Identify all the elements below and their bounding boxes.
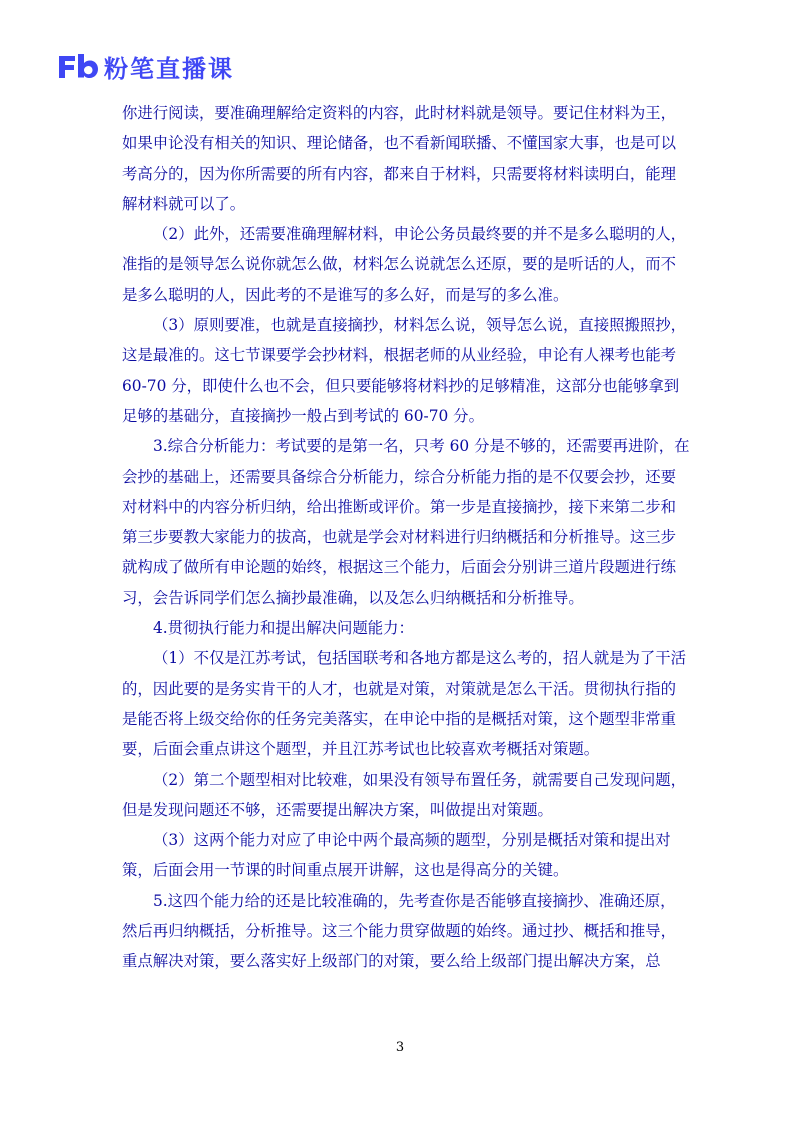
paragraph: （2）第二个题型相对比较难，如果没有领导布置任务，就需要自己发现问题，但是发现问题还不够，还需要提出解决方案，叫做提出对策题。 [122, 770, 687, 819]
fenbi-logo-icon [56, 52, 100, 80]
page-number: 3 [395, 1040, 405, 1055]
paragraph: （1）不仅是江苏考试，包括国联考和各地方都是这么考的，招人就是为了干活的，因此要的是务实肯干的人才，也就是对策，对策就是怎么干活。贯彻执行指的是能否将上级交给你的任务完美落实，在申论中指的是概括对策，这个题型非常重要，后面会重点讲这个题型，并且江苏考试也比较喜欢考概括对策题。 [122, 649, 687, 759]
paragraph: （3）原则要准，也就是直接摘抄，材料怎么说，领导怎么说，直接照搬照抄，这是最准的。这七节课要学会抄材料，根据老师的从业经验，申论有人裸考也能考 60-70 分，即使什么也不会，但只要能够将材料抄的足够精准，这部分也能够拿到足够的基础分，直接摘抄一般占到考试的 60-70 分。 [122, 316, 687, 425]
paragraph: 4.贯彻执行能力和提出解决问题能力： [153, 619, 414, 638]
paragraph: 3.综合分析能力：考试要的是第一名，只考 60 分是不够的，还需要再进阶，在会抄的基础上，还需要具备综合分析能力，综合分析能力指的是不仅要会抄，还要对材料中的内容分析归纳，给出推断或评价。第一步是直接摘抄，接下来第二步和第三步要教大家能力的拔高，也就是学会对材料进行归纳概括和分析推导。这三步就构成了做所有申论题的始终，根据这三个能力，后面会分别讲三道片段题进行练习，会告诉同学们怎么摘抄最准确，以及怎么归纳概括和分析推导。 [122, 437, 690, 607]
paragraph: 你进行阅读，要准确理解给定资料的内容，此时材料就是领导。要记住材料为王，如果申论没有相关的知识、理论储备，也不看新闻联播、不懂国家大事，也是可以考高分的，因为你所需要的所有内容，都来自于材料，只需要将材料读明白，能理解材料就可以了。 [122, 104, 677, 213]
paragraph: （2）此外，还需要准确理解材料，申论公务员最终要的并不是多么聪明的人，准指的是领导怎么说你就怎么做，材料怎么说就怎么还原，要的是听话的人，而不是多么聪明的人，因此考的不是谁写的多么好，而是写的多么准。 [122, 225, 687, 304]
document-body [122, 98, 690, 977]
header [56, 50, 234, 82]
paragraph: （3）这两个能力对应了申论中两个最高频的题型，分别是概括对策和提出对策，后面会用一节课的时间重点展开讲解，这也是得高分的关键。 [122, 831, 671, 880]
brand-name: 粉笔直播课 [104, 54, 234, 83]
paragraph: 5.这四个能力给的还是比较准确的，先考查你是否能够直接摘抄、准确还原，然后再归纳概括，分析推导。这三个能力贯穿做题的始终。通过抄、概括和推导，重点解决对策，要么落实好上级部门的对策，要么给上级部门提出解决方案，总 [122, 891, 677, 971]
